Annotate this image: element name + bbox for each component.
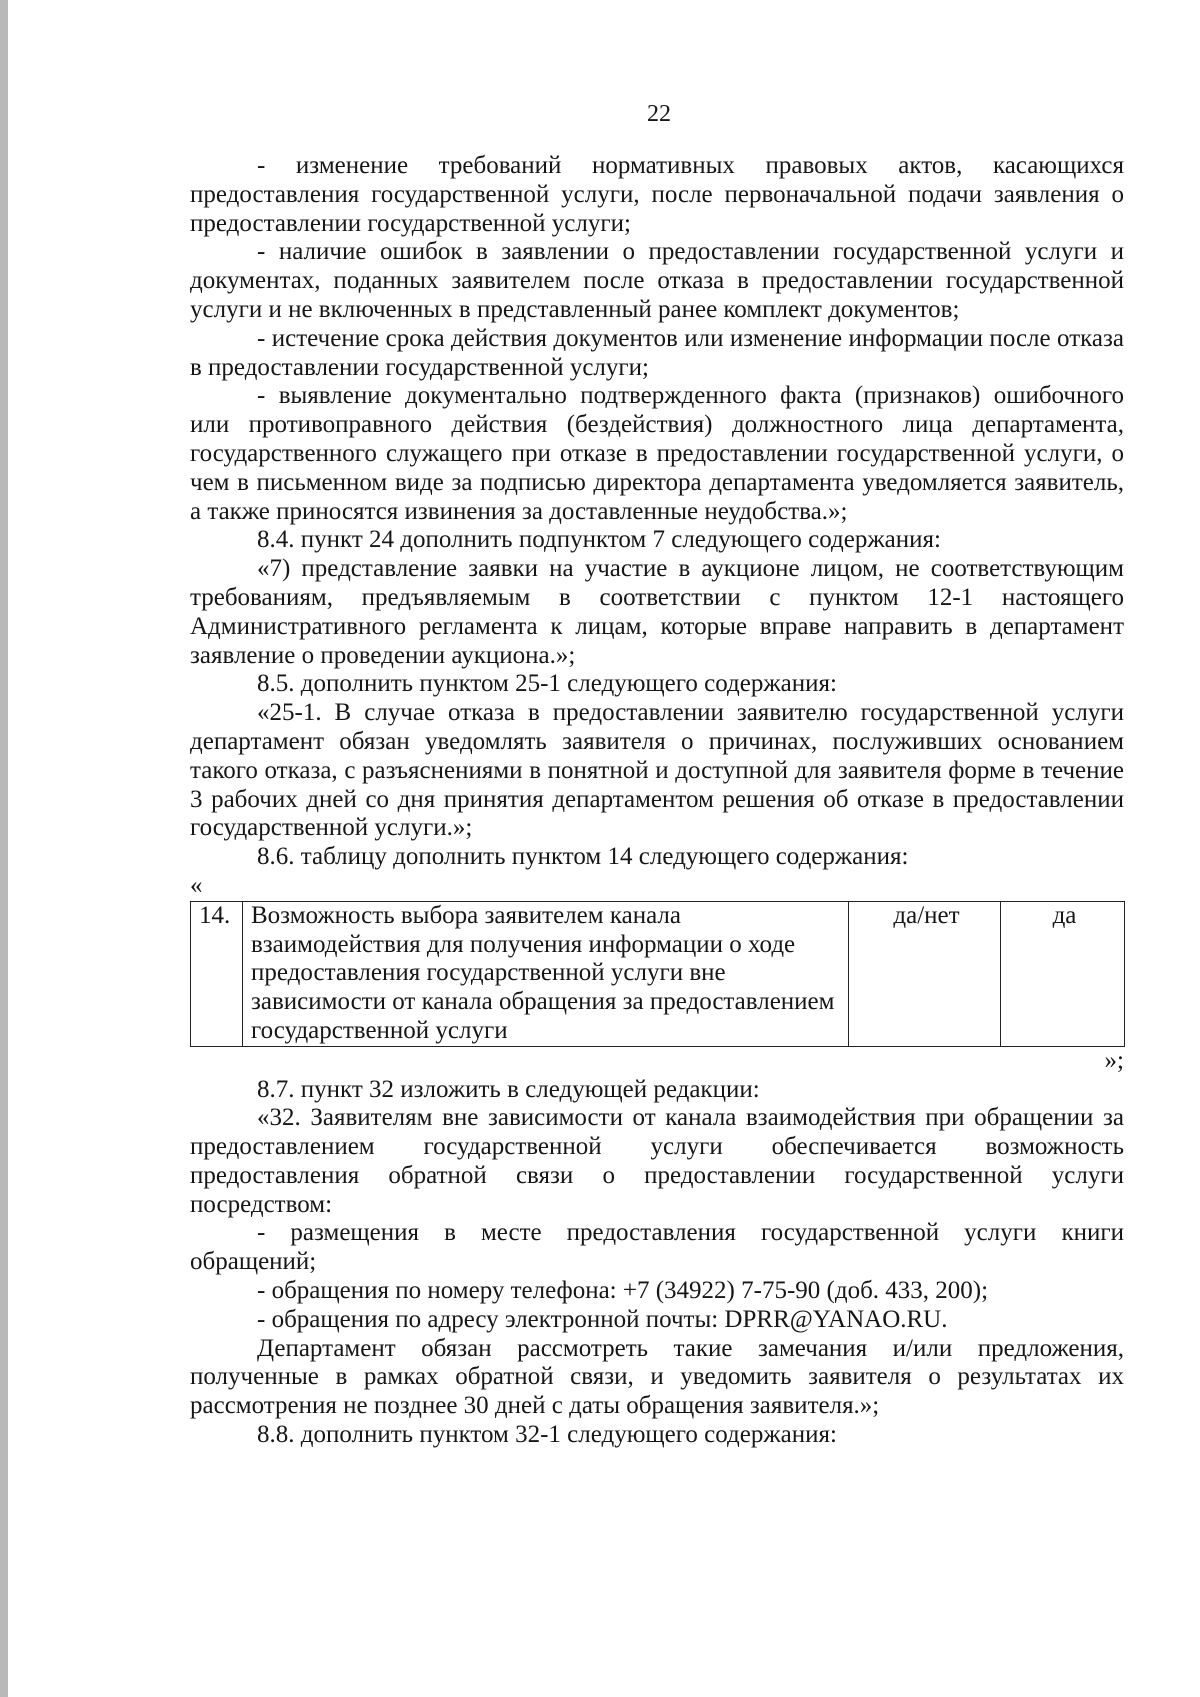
- paragraph-errors-in-application: - наличие ошибок в заявлении о предоставлении государственной услуги и документах, поданных заявителем после отказа в предоставлении государственной услуги и не включенных в представленный ранее комплект документов;: [190, 238, 1124, 323]
- paragraph-8-4-heading: 8.4. пункт 24 дополнить подпунктом 7 следующего содержания:: [257, 526, 941, 554]
- paragraph-8-6-heading: 8.6. таблицу дополнить пунктом 14 следующего содержания:: [257, 843, 909, 871]
- table-open-quote: «: [190, 871, 203, 899]
- paragraph-complaint-book: - размещения в месте предоставления государственной услуги книги обращений;: [190, 1219, 1124, 1276]
- page-number: 22: [647, 101, 671, 127]
- table-cell-options: да/нет: [849, 901, 1001, 1046]
- paragraph-phone: - обращения по номеру телефона: +7 (34922) 7-75-90 (доб. 433, 200);: [257, 1277, 989, 1305]
- table-cell-number: 14.: [191, 901, 243, 1046]
- paragraph-document-expiry: - истечение срока действия документов или изменение информации после отказа в предоставлении государственной услуги;: [190, 324, 1124, 381]
- table-cell-value: да: [1001, 901, 1125, 1046]
- table-close-quote: »;: [1104, 1046, 1124, 1074]
- paragraph-32: «32. Заявителям вне зависимости от канала взаимодействия при обращении за предоставлением государственной услуги обеспечивается возможность предоставления обратной связи о предоставлении государственной услуги посредством:: [190, 1104, 1124, 1218]
- paragraph-8-7-heading: 8.7. пункт 32 изложить в следующей редакции:: [257, 1075, 760, 1103]
- amendment-table: [190, 901, 1125, 1047]
- paragraph-unlawful-action: - выявление документально подтвержденного факта (признаков) ошибочного или противоправного действия (бездействия) должностного лица департамента, государственного служащего при отказе в предоставлении государственной услуги, о чем в письменном виде за подписью директора департамента уведомляется заявитель, а также приносятся извинения за доставленные неудобства.»;: [190, 382, 1124, 525]
- paragraph-change-requirements: - изменение требований нормативных правовых актов, касающихся предоставления государственной услуги, после первоначальной подачи заявления о предоставлении государственной услуги;: [190, 152, 1124, 237]
- paragraph-25-1: «25-1. В случае отказа в предоставлении заявителю государственной услуги департамент обязан уведомлять заявителя о причинах, послуживших основанием такого отказа, с разъяснениями в понятной и доступной для заявителя форме в течение 3 рабочих дней со дня принятия департаментом решения об отказе в предоставлении государственной услуги.»;: [190, 699, 1124, 842]
- paragraph-8-4-subitem-7: «7) представление заявки на участие в аукционе лицом, не соответствующим требованиям, предъявляемым в соответствии с пунктом 12-1 настоящего Административного регламента к лицам, которые вправе направить в департамент заявление о проведении аукциона.»;: [190, 555, 1124, 669]
- table-row: [191, 901, 1125, 1046]
- paragraph-8-5-heading: 8.5. дополнить пунктом 25-1 следующего содержания:: [257, 670, 837, 698]
- scan-edge: [0, 0, 8, 1697]
- paragraph-feedback-review: Департамент обязан рассмотреть такие замечания и/или предложения, полученные в рамках обратной связи, и уведомить заявителя о результатах их рассмотрения не позднее 30 дней с даты обращения заявителя.»;: [190, 1334, 1124, 1420]
- paragraph-8-8-heading: 8.8. дополнить пунктом 32-1 следующего содержания:: [257, 1421, 837, 1449]
- paragraph-email: - обращения по адресу электронной почты: DPRR@YANAO.RU.: [257, 1305, 948, 1333]
- document-body: [190, 152, 1124, 1450]
- table-cell-description: Возможность выбора заявителем канала взаимодействия для получения информации о ходе предоставления государственной услуги вне зависимости от канала обращения за предоставлением государственной услуги: [243, 901, 849, 1046]
